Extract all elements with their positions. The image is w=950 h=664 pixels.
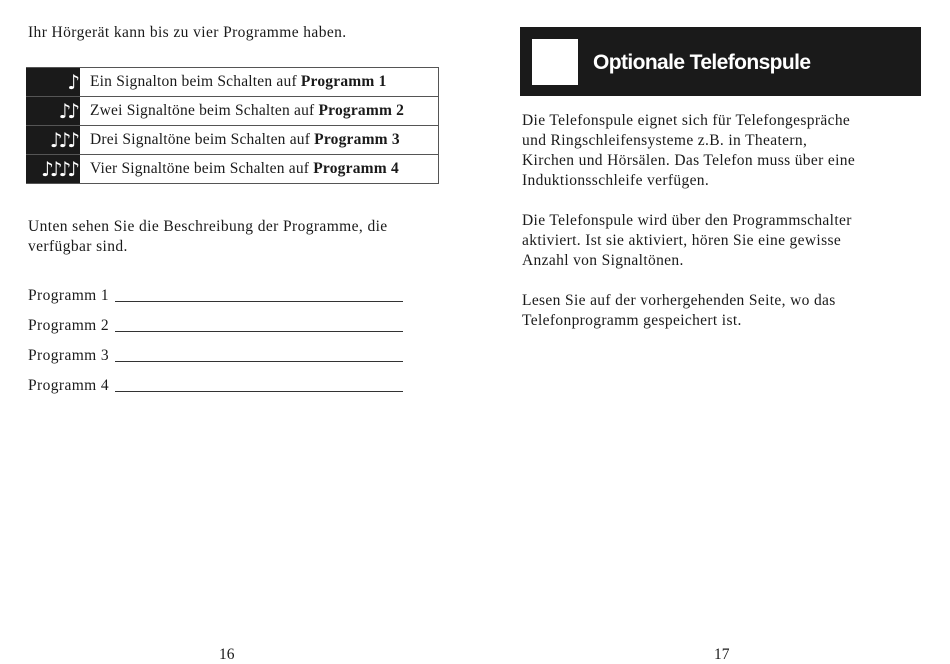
signal-row-1 <box>26 68 439 97</box>
write-in-line <box>115 330 403 332</box>
page-number-left: 16 <box>219 646 235 663</box>
section-title: Optionale Telefonspule <box>593 51 811 74</box>
program-label: Programm 2 <box>28 317 110 334</box>
music-notes-icon: ♪♪ <box>26 97 80 126</box>
left-page <box>0 0 475 663</box>
section-banner <box>520 27 921 96</box>
music-notes-icon: ♪♪♪♪ <box>26 155 80 184</box>
page-number-right: 17 <box>714 646 730 663</box>
signal-row-3 <box>26 126 439 155</box>
music-note-icon: ♪ <box>26 68 80 97</box>
signal-row-2 <box>26 97 439 126</box>
signal-table <box>26 67 439 184</box>
program-line-2 <box>28 317 403 335</box>
write-in-line <box>115 300 403 302</box>
square-icon <box>532 39 578 85</box>
signal-description: Drei Signaltöne beim Schalten auf Programm 3 <box>80 126 439 155</box>
intro-text: Ihr Hörgerät kann bis zu vier Programme haben. <box>28 24 347 41</box>
program-line-3 <box>28 347 403 365</box>
program-label: Programm 4 <box>28 377 110 394</box>
program-line-1 <box>28 287 403 305</box>
programs-description: Unten sehen Sie die Beschreibung der Programme, die verfügbar sind. <box>28 218 388 255</box>
write-in-line <box>115 360 403 362</box>
write-in-line <box>115 390 403 392</box>
paragraph-telecoil-use: Die Telefonspule eignet sich für Telefongespräche und Ringschleifensysteme z.B. in Theatern, Kirchen und Hörsälen. Das Telefon muss über eine Induktionsschleife verfügen. <box>522 112 856 189</box>
program-label: Programm 1 <box>28 287 110 304</box>
signal-description: Ein Signalton beim Schalten auf Programm 1 <box>80 68 439 97</box>
music-notes-icon: ♪♪♪ <box>26 126 80 155</box>
signal-description: Vier Signaltöne beim Schalten auf Programm 4 <box>80 155 439 184</box>
program-line-4 <box>28 377 403 395</box>
paragraph-telecoil-storage: Lesen Sie auf der vorhergehenden Seite, wo das Telefonprogramm gespeichert ist. <box>522 292 836 329</box>
signal-row-4 <box>26 155 439 184</box>
right-page <box>475 0 950 663</box>
paragraph-telecoil-activation: Die Telefonspule wird über den Programmschalter aktiviert. Ist sie aktiviert, hören Sie eine gewisse Anzahl von Signaltönen. <box>522 212 852 269</box>
program-label: Programm 3 <box>28 347 110 364</box>
signal-description: Zwei Signaltöne beim Schalten auf Programm 2 <box>80 97 439 126</box>
